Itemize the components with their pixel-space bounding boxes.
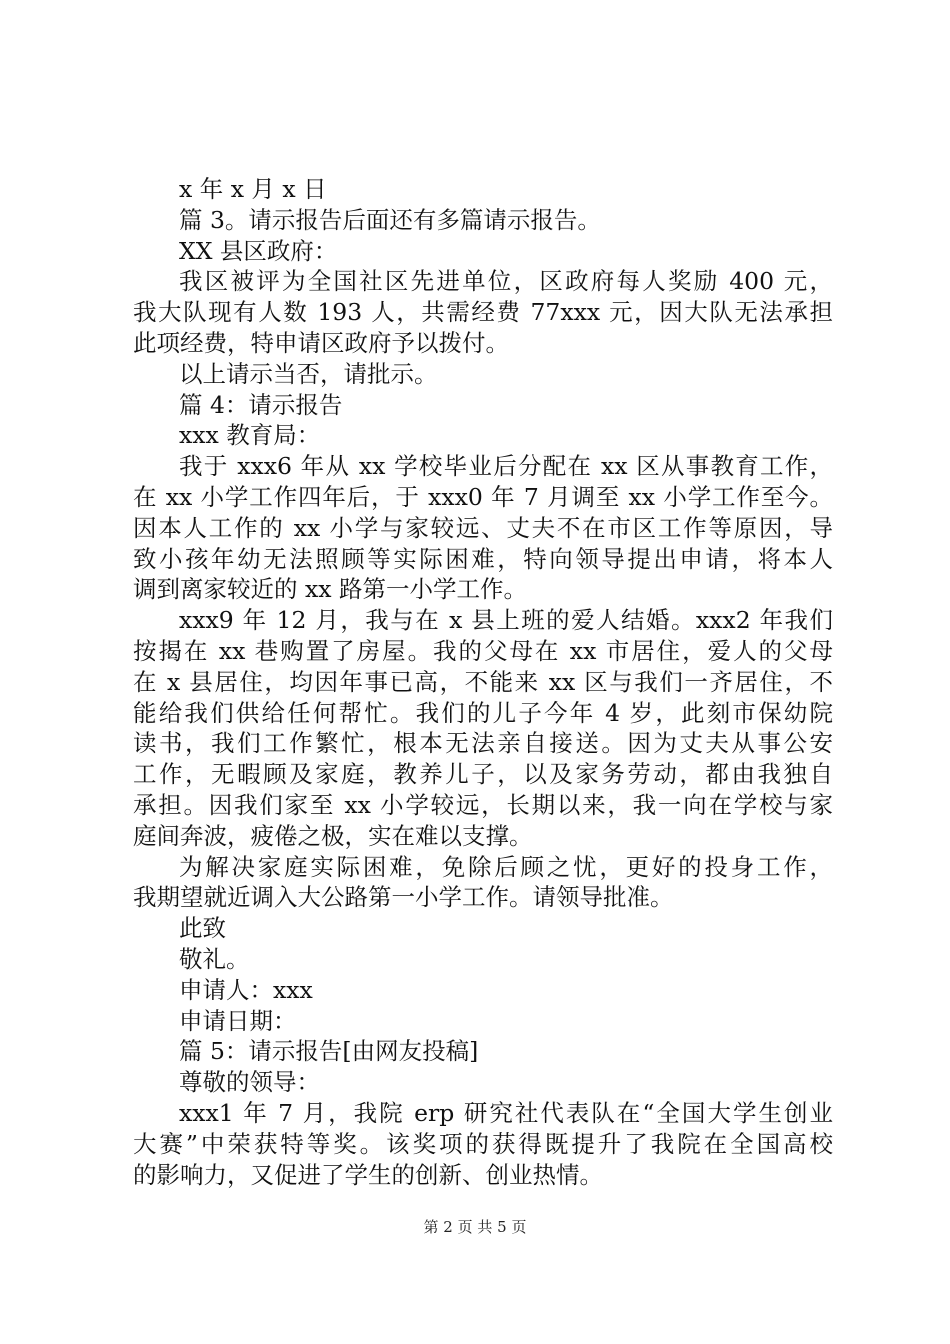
text-line: 我期望就近调入大公路第一小学工作。请领导批准。 xyxy=(133,883,674,912)
text-line: 我大队现有人数 193 人，共需经费 77xxx 元，因大队无法承担 xyxy=(133,298,833,327)
text-line: 在 x 县居住，均因年事已高，不能来 xx 区与我们一齐居住，不 xyxy=(133,667,833,696)
text-line: 按揭在 xx 巷购置了房屋。我的父母在 xx 市居住，爱人的父母 xyxy=(133,636,833,665)
text-line: x 年 x 月 x 日 xyxy=(179,175,327,203)
text-line: xxx9 年 12 月，我与在 x 县上班的爱人结婚。xxx2 年我们 xyxy=(179,606,833,635)
text-line: 的影响力，又促进了学生的创新、创业热情。 xyxy=(133,1160,603,1189)
text-line: 申请人：xxx xyxy=(179,975,313,1004)
text-line: 大赛”中荣获特等奖。该奖项的获得既提升了我院在全国高校 xyxy=(133,1129,833,1158)
text-line: xxx1 年 7 月，我院 erp 研究社代表队在“全国大学生创业 xyxy=(179,1098,833,1127)
text-line: 尊敬的领导： xyxy=(179,1068,320,1097)
text-line: 读书，我们工作繁忙，根本无法亲自接送。因为丈夫从事公安 xyxy=(133,729,833,758)
text-line: 篇 4：请示报告 xyxy=(179,390,343,419)
text-line: 我于 xxx6 年从 xx 学校毕业后分配在 xx 区从事教育工作， xyxy=(179,452,833,481)
text-line: 我区被评为全国社区先进单位，区政府每人奖励 400 元， xyxy=(179,267,833,296)
text-line: 为解决家庭实际困难，免除后顾之忧，更好的投身工作， xyxy=(179,852,833,881)
text-line: xxx 教育局： xyxy=(179,421,321,450)
text-line: 以上请示当否，请批示。 xyxy=(179,359,438,388)
text-line: 庭间奔波，疲倦之极，实在难以支撑。 xyxy=(133,821,533,850)
text-line: 承担。因我们家至 xx 小学较远，长期以来，我一向在学校与家 xyxy=(133,790,833,819)
text-line: 申请日期： xyxy=(179,1006,297,1035)
text-line: 篇 3。请示报告后面还有多篇请示报告。 xyxy=(179,205,601,234)
text-line: 篇 5：请示报告[由网友投稿] xyxy=(179,1037,479,1066)
text-line: 工作，无暇顾及家庭，教养儿子，以及家务劳动，都由我独自 xyxy=(133,760,833,789)
page-footer: 第 2 页 共 5 页 xyxy=(423,1218,527,1236)
text-line: 此致 xyxy=(179,914,226,943)
text-line: 因本人工作的 xx 小学与家较远、丈夫不在市区工作等原因，导 xyxy=(133,513,833,542)
text-line: 调到离家较近的 xx 路第一小学工作。 xyxy=(133,575,527,604)
text-line: 此项经费，特申请区政府予以拨付。 xyxy=(133,328,509,357)
text-line: XX 县区政府： xyxy=(179,236,338,265)
text-line: 能给我们供给任何帮忙。我们的儿子今年 4 岁，此刻市保幼院 xyxy=(133,698,833,727)
text-line: 致小孩年幼无法照顾等实际困难，特向领导提出申请，将本人 xyxy=(133,544,833,573)
text-line: 在 xx 小学工作四年后，于 xxx0 年 7 月调至 xx 小学工作至今。 xyxy=(133,482,833,511)
text-line: 敬礼。 xyxy=(179,944,250,973)
document-body xyxy=(133,174,833,1190)
